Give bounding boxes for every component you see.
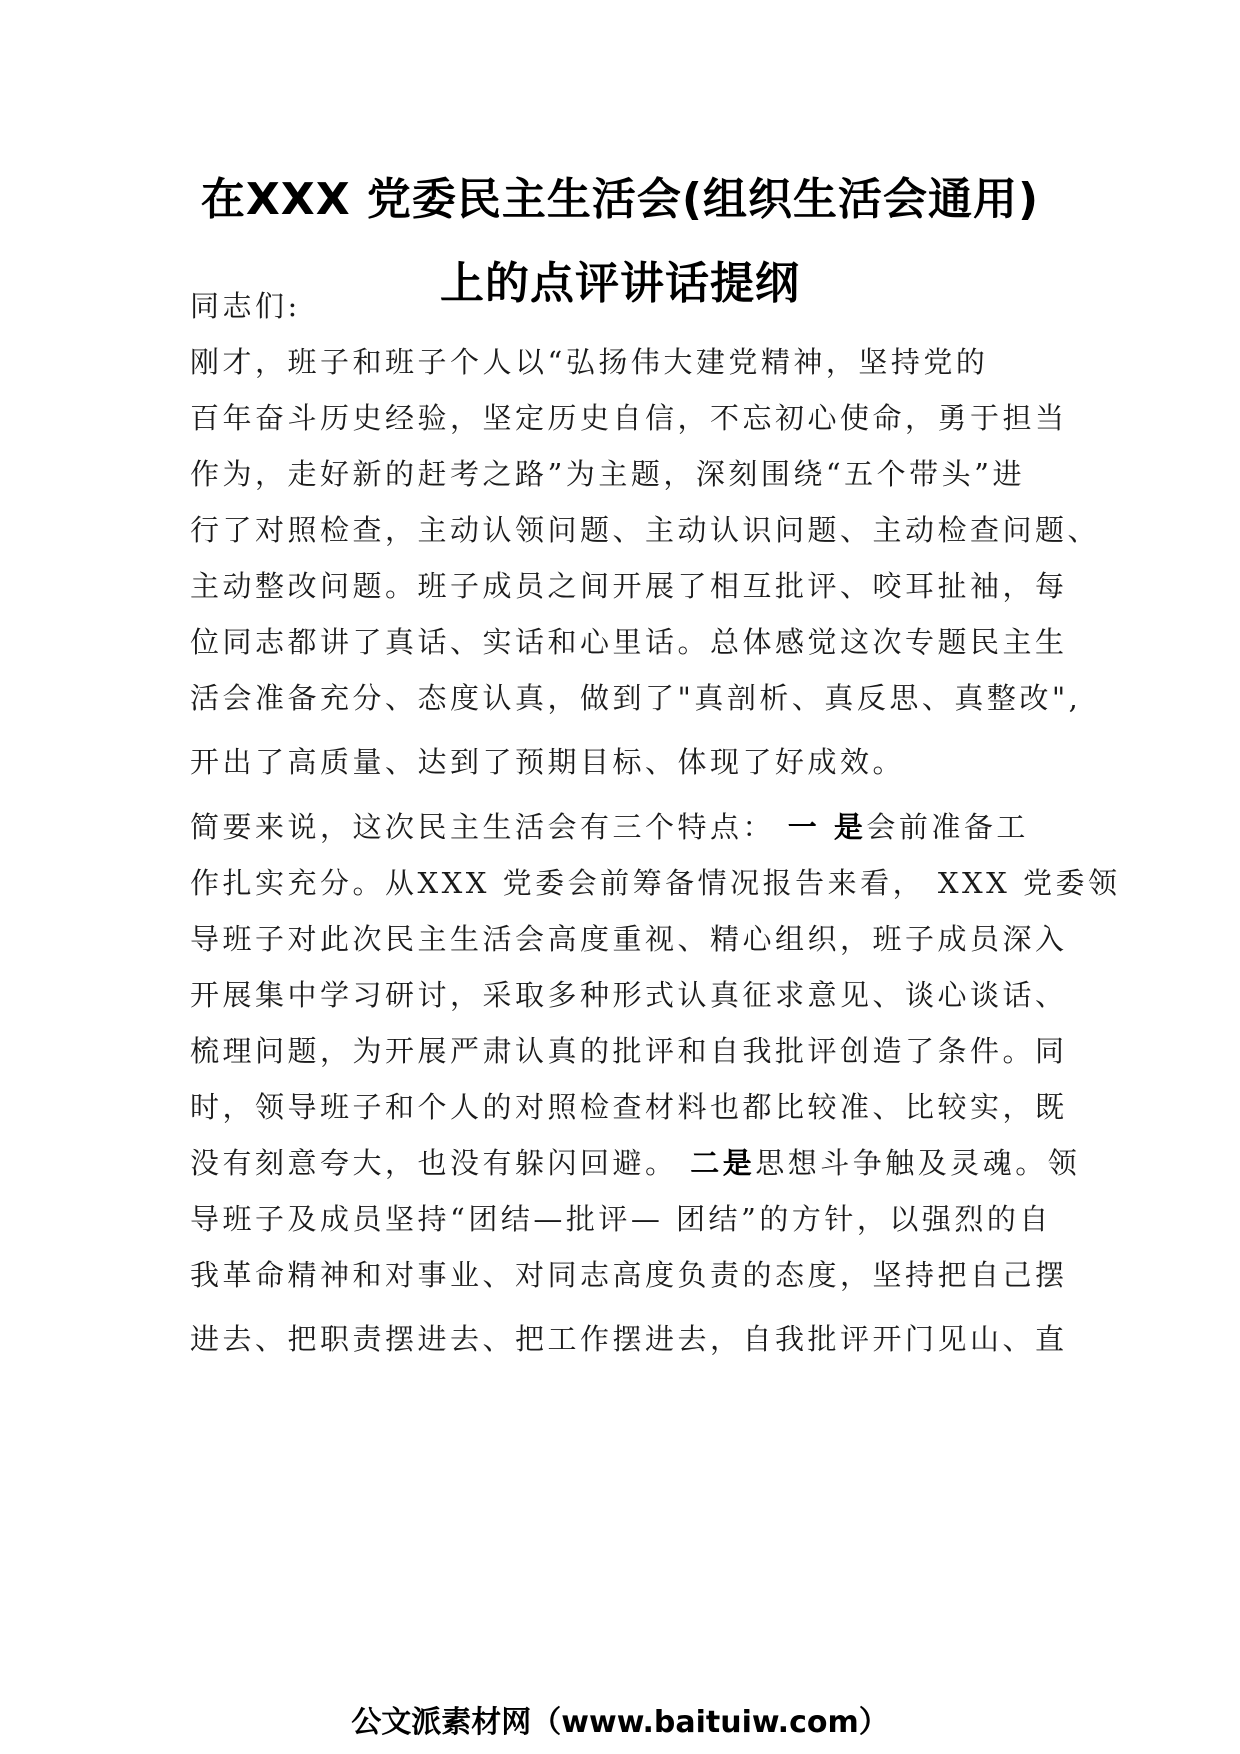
paragraph-line: 导班子及成员坚持“团结—批评— 团结”的方针，以强烈的自 <box>190 1202 1052 1236</box>
paragraph-text: 思想斗争触及灵魂。领 <box>755 1146 1081 1180</box>
document-title-line-2: 上的点评讲话提纲 <box>440 258 800 309</box>
paragraph-text: 会前准备工 <box>866 810 1029 844</box>
paragraph-line: 行了对照检查，主动认领问题、主动认识问题、主动检查问题、 <box>190 513 1101 547</box>
paragraph-line: 我革命精神和对事业、对同志高度负责的态度，坚持把自己摆 <box>190 1258 1068 1292</box>
paragraph-line: 刚才，班子和班子个人以“弘扬伟大建党精神，坚持党的 <box>190 345 989 379</box>
paragraph-line: 时，领导班子和个人的对照检查材料也都比较准、比较实，既 <box>190 1090 1068 1124</box>
salutation: 同志们: <box>190 289 301 323</box>
paragraph-line: 开展集中学习研讨，采取多种形式认真征求意见、谈心谈话、 <box>190 978 1068 1012</box>
paragraph-line: 开出了高质量、达到了预期目标、体现了好成效。 <box>190 745 906 779</box>
paragraph-text: 没有刻意夸大，也没有躲闪回避。 <box>190 1146 691 1180</box>
paragraph-line <box>190 805 1029 846</box>
paragraph-line: 作为，走好新的赶考之路”为主题，深刻围绕“五个带头”进 <box>190 457 1025 491</box>
point-one-label: 一 是 <box>787 810 867 844</box>
paragraph-text: 简要来说，这次民主生活会有三个特点： <box>190 810 788 844</box>
paragraph-line: 主动整改问题。班子成员之间开展了相互批评、咬耳扯袖，每 <box>190 569 1068 603</box>
paragraph-line: 活会准备充分、态度认真，做到了"真剖析、真反思、真整改", <box>190 681 1082 715</box>
paragraph-line <box>190 1141 1080 1182</box>
footer-source: 公文派素材网（www.baituiw.com） <box>351 1705 889 1740</box>
paragraph-line: 作扎实充分。从XXX 党委会前筹备情况报告来看， XXX 党委领 <box>190 866 1121 900</box>
paragraph-line: 梳理问题，为开展严肃认真的批评和自我批评创造了条件。同 <box>190 1034 1068 1068</box>
paragraph-line: 导班子对此次民主生活会高度重视、精心组织，班子成员深入 <box>190 922 1068 956</box>
paragraph-line: 进去、把职责摆进去、把工作摆进去，自我批评开门见山、直 <box>190 1322 1068 1356</box>
point-two-label: 二是 <box>690 1146 756 1180</box>
paragraph-line: 百年奋斗历史经验，坚定历史自信，不忘初心使命，勇于担当 <box>190 401 1068 435</box>
paragraph-line: 位同志都讲了真话、实话和心里话。总体感觉这次专题民主生 <box>190 625 1068 659</box>
document-title-line-1: 在XXX 党委民主生活会(组织生活会通用) <box>200 174 1040 225</box>
